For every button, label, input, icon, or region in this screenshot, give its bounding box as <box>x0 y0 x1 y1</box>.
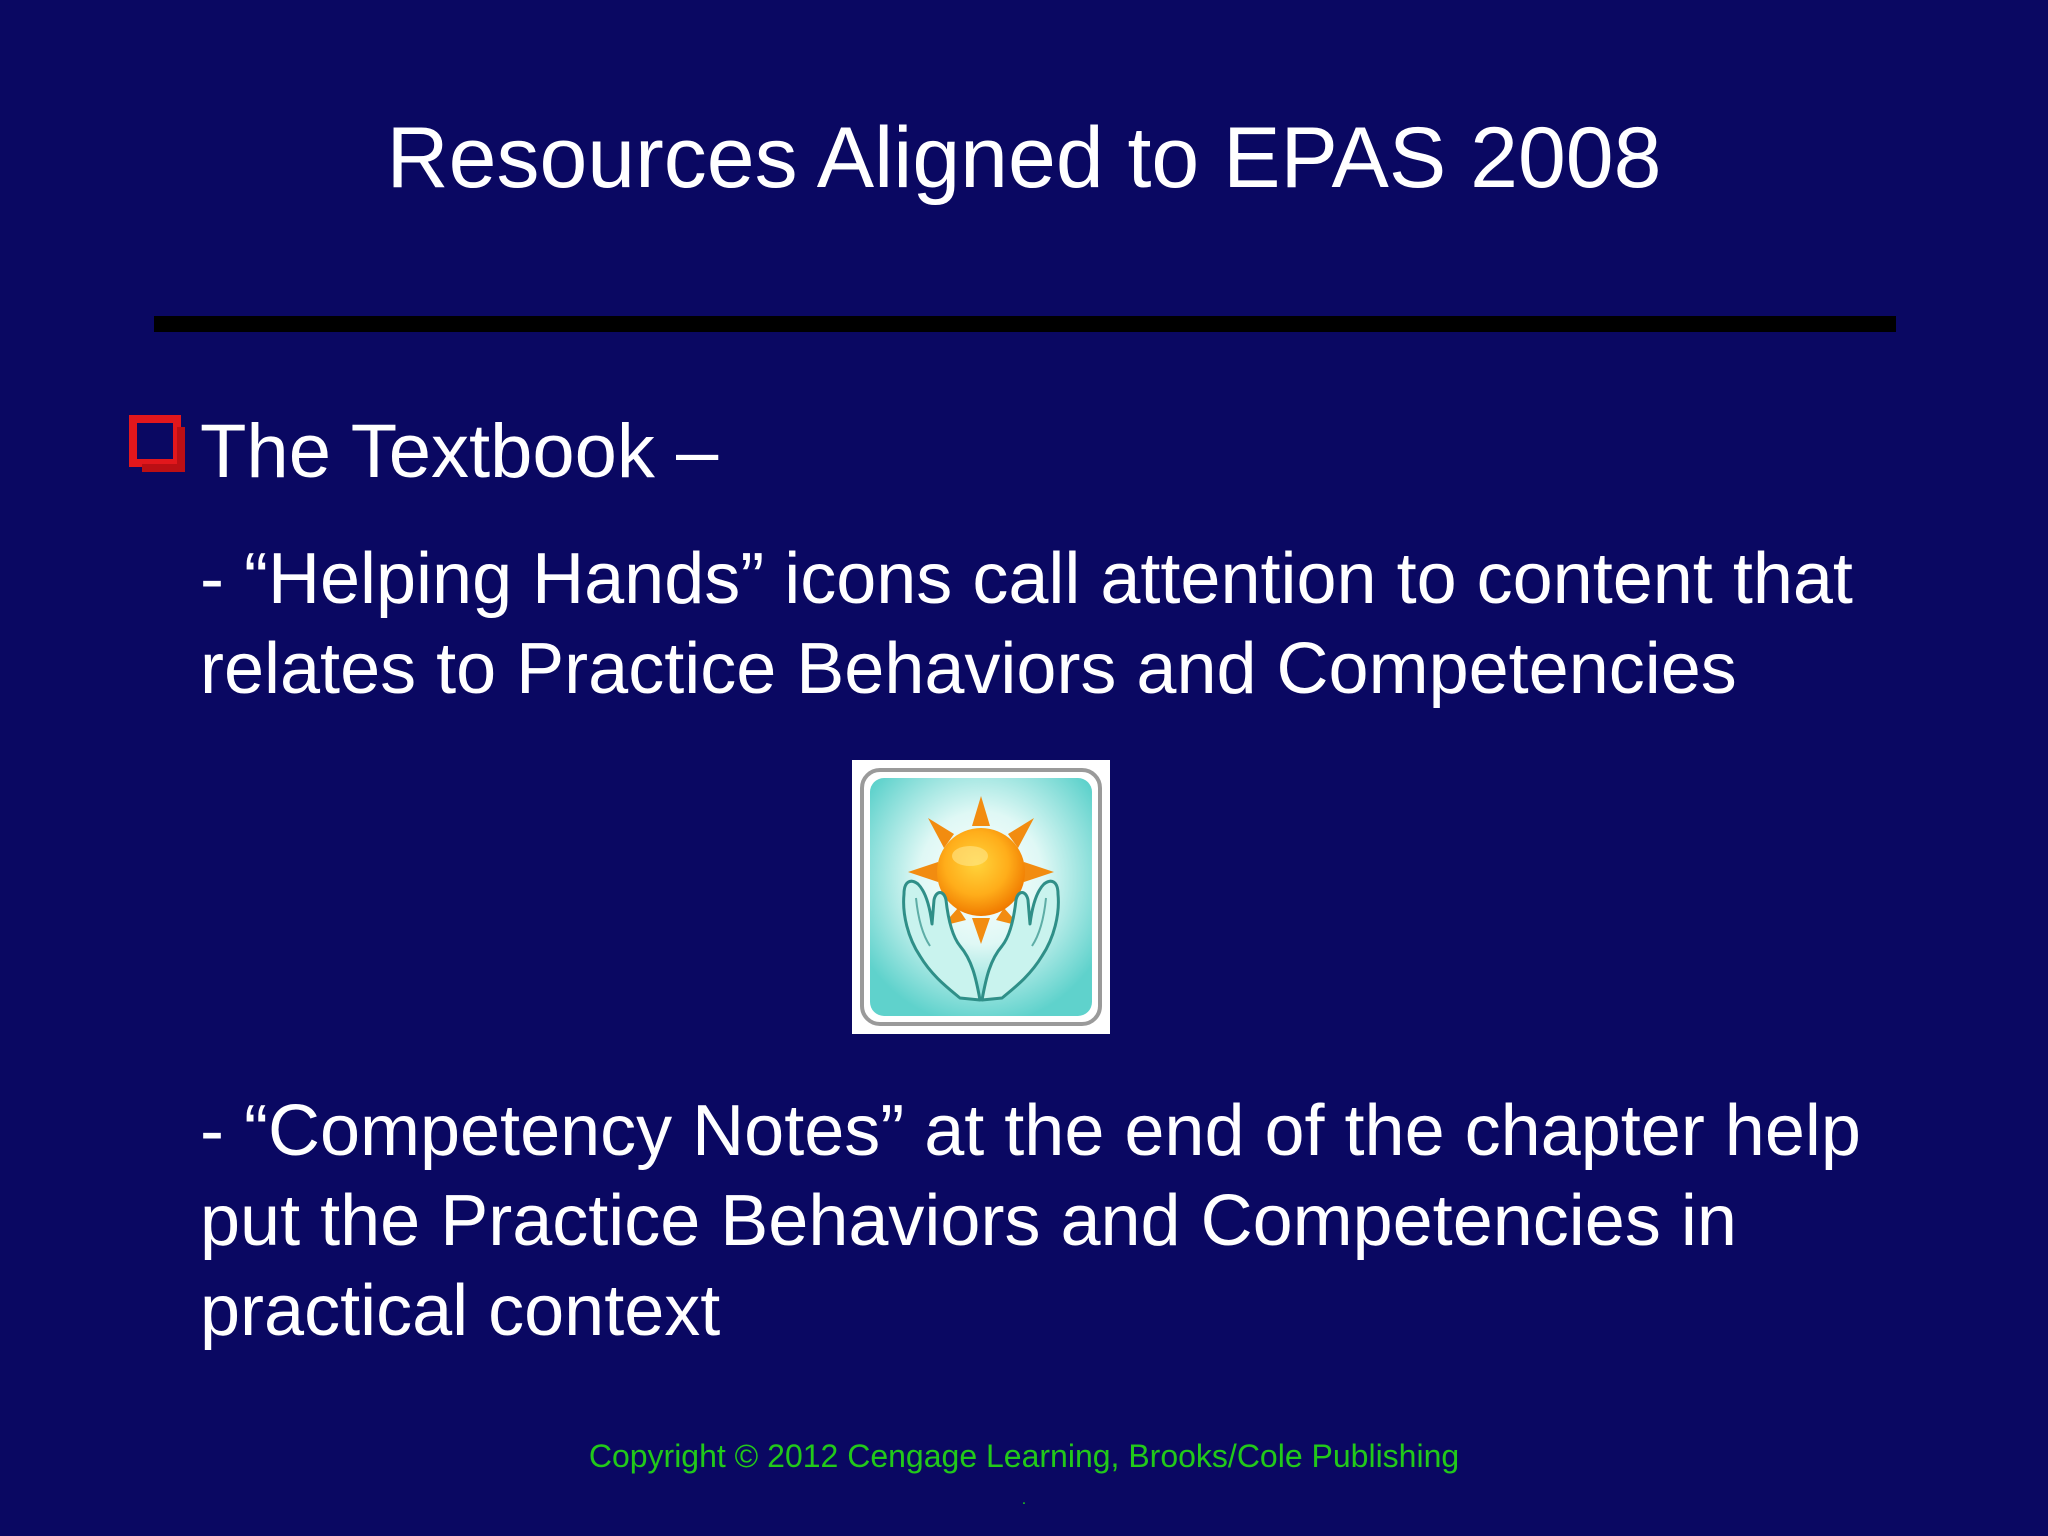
slide-title: Resources Aligned to EPAS 2008 <box>386 110 1662 206</box>
helping-hands-image <box>852 760 1110 1034</box>
helping-hands-sun-icon <box>860 768 1102 1026</box>
footer-mark: . <box>1021 1491 1027 1508</box>
hollow-square-bullet-icon <box>128 414 188 474</box>
bullet-heading: The Textbook – <box>200 409 719 494</box>
competency-notes-paragraph: - “Competency Notes” at the end of the chapter help put the Practice Behaviors and Competencies in practical context <box>200 1091 1861 1351</box>
title-divider <box>154 316 1896 332</box>
helping-hands-paragraph: - “Helping Hands” icons call attention to content that relates to Practice Behaviors and Competencies <box>200 539 1853 709</box>
copyright-footer: Copyright © 2012 Cengage Learning, Brooks/Cole Publishing <box>588 1438 1460 1474</box>
